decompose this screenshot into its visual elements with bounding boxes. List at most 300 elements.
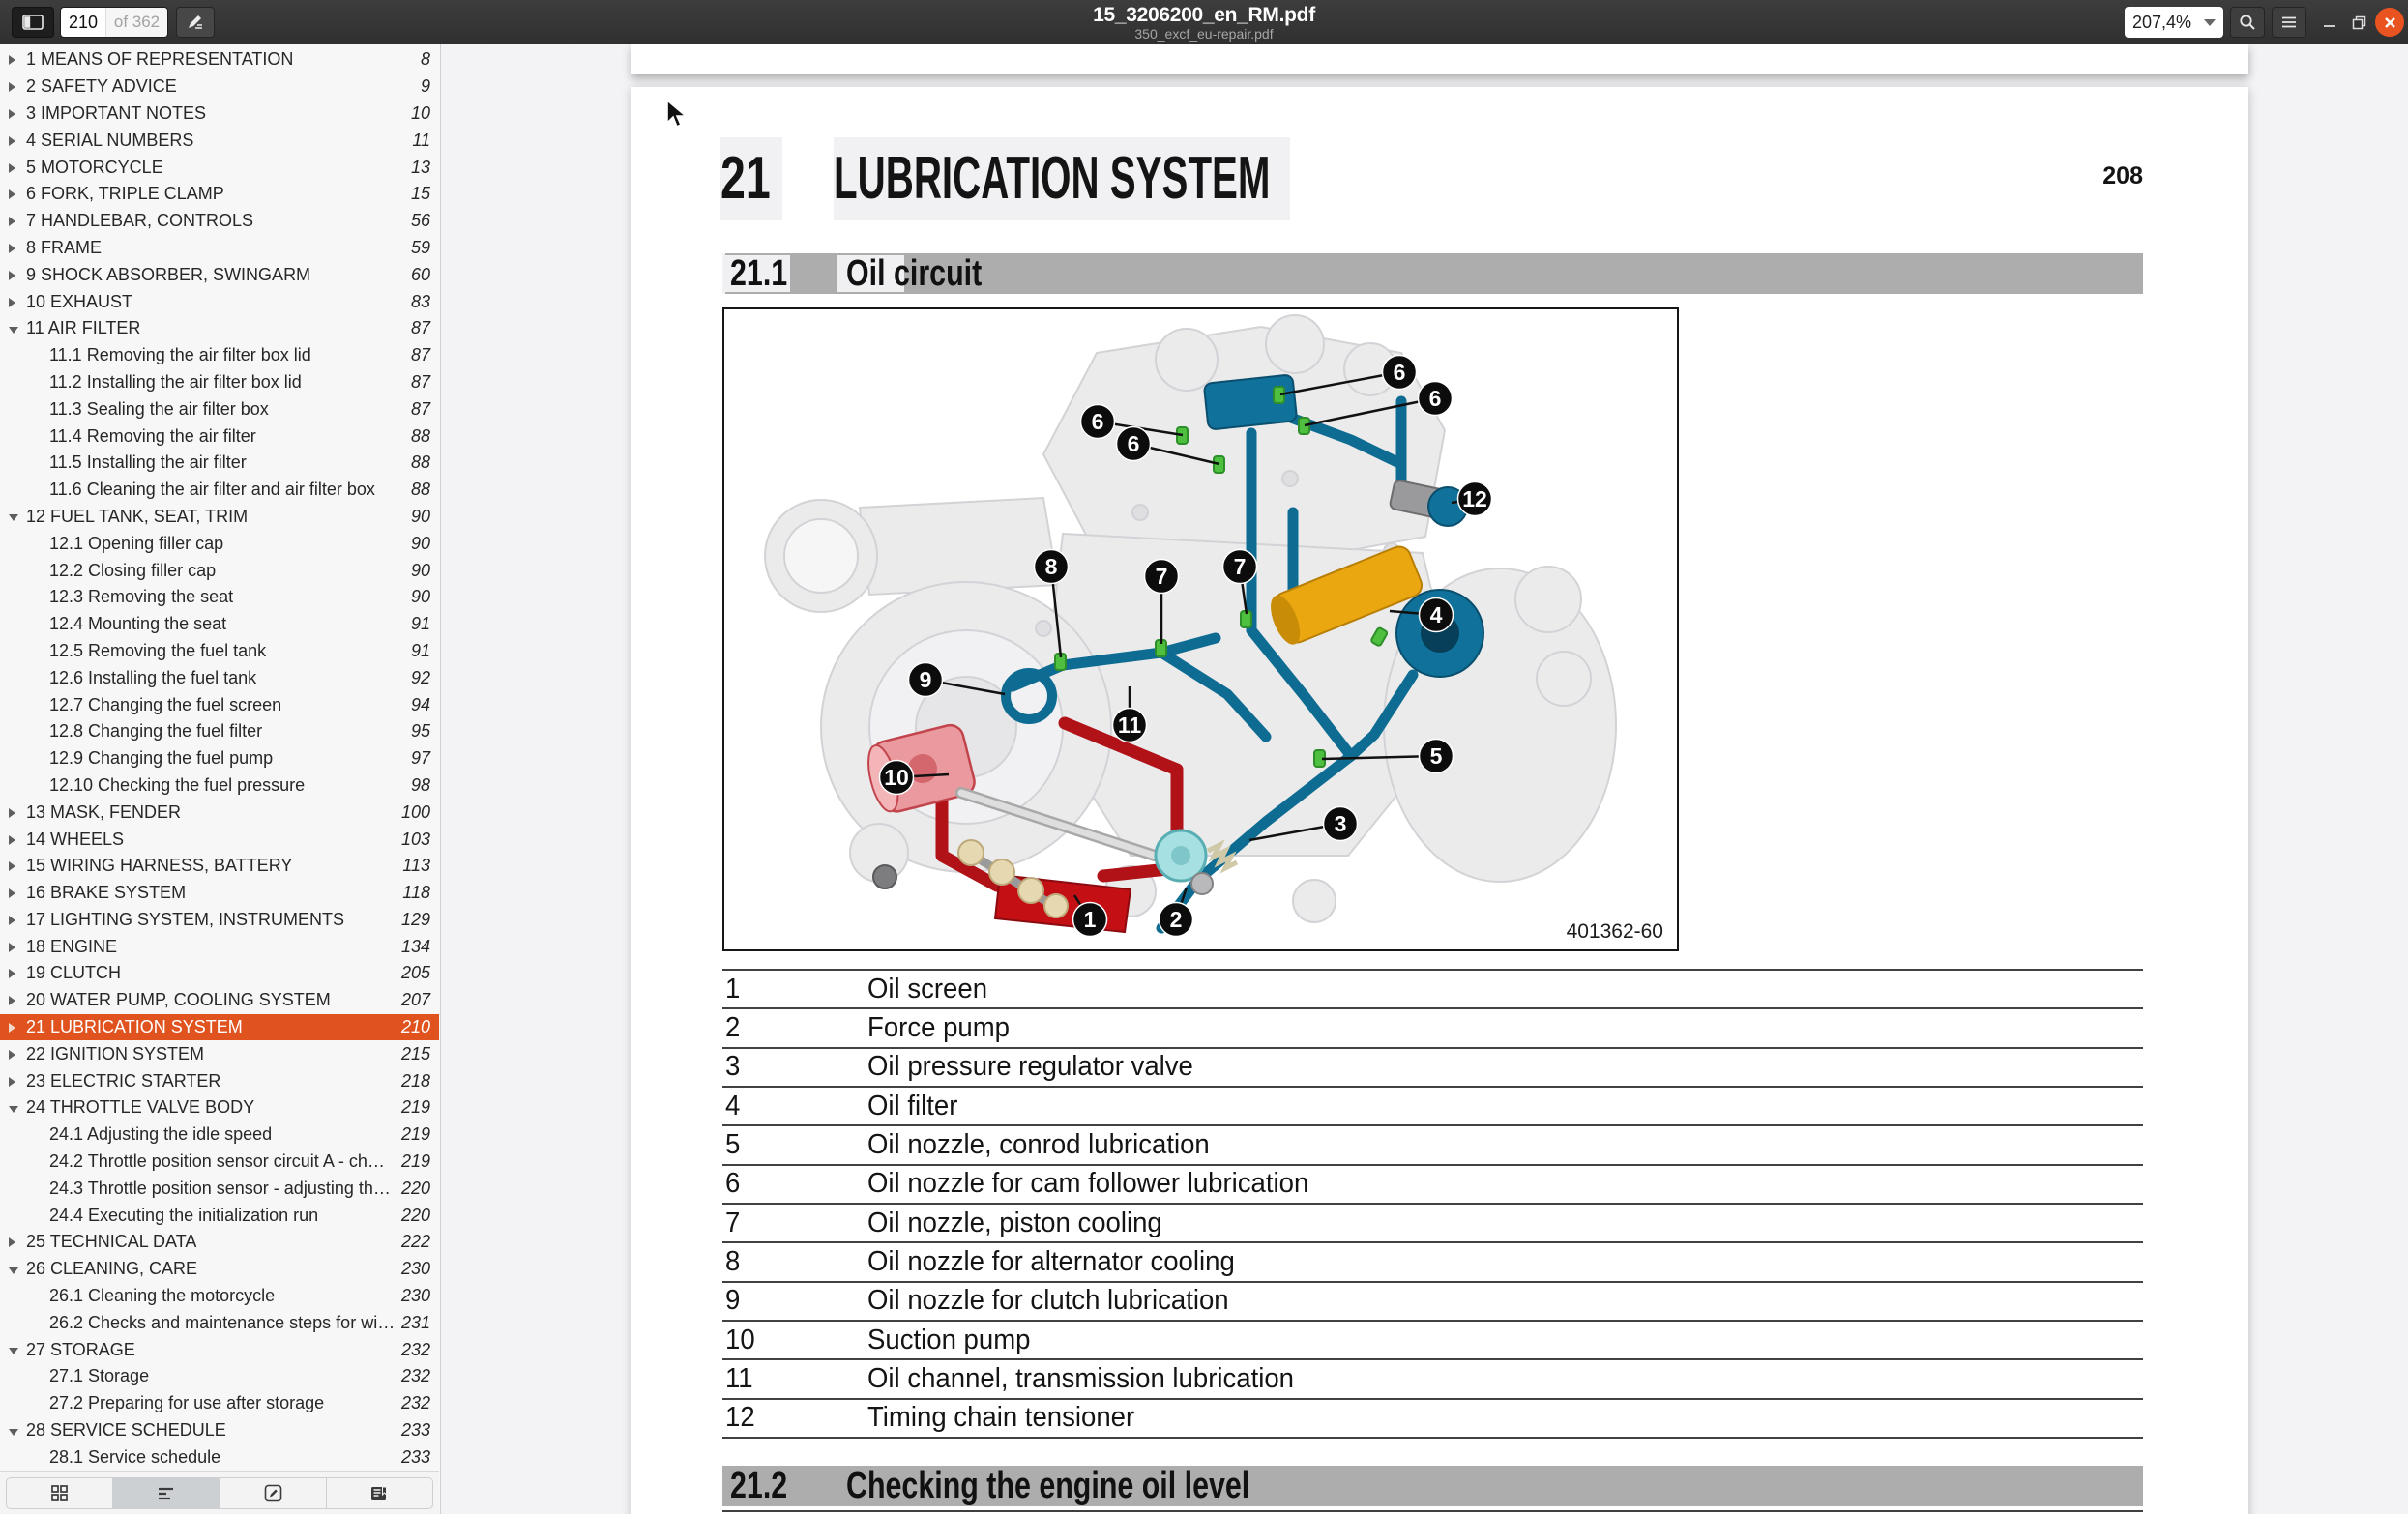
toc-item-page: 230 xyxy=(400,1286,430,1306)
toc-item-page: 222 xyxy=(400,1232,430,1252)
previous-page-bottom xyxy=(631,44,2248,74)
part-description: Oil filter xyxy=(867,1090,958,1121)
restore-window-icon xyxy=(2352,15,2366,30)
arrow-spacer xyxy=(9,645,20,656)
toc-item-page: 87 xyxy=(410,371,430,392)
expand-arrow-icon[interactable] xyxy=(9,217,15,226)
toc-item[interactable] xyxy=(0,1363,439,1390)
toc-item-label: 6 FORK, TRIPLE CLAMP xyxy=(26,184,224,204)
toc-item-label: 26 CLEANING, CARE xyxy=(26,1259,198,1279)
toc-item[interactable] xyxy=(0,584,439,611)
collapse-arrow-icon[interactable] xyxy=(9,1429,18,1436)
section-heading-bar xyxy=(722,1466,2143,1506)
toc-item[interactable] xyxy=(0,799,439,826)
close-icon xyxy=(2384,16,2396,29)
toc-item-page: 90 xyxy=(410,506,430,526)
callout-number: 2 xyxy=(1169,907,1183,932)
toc-item[interactable] xyxy=(0,127,439,154)
minimize-button[interactable] xyxy=(2315,7,2344,38)
toc-item-page: 233 xyxy=(400,1420,430,1441)
toc-item[interactable] xyxy=(0,745,439,772)
search-highlight xyxy=(834,137,1290,220)
toc-item[interactable] xyxy=(0,342,439,369)
arrow-spacer xyxy=(9,672,20,684)
toc-item[interactable] xyxy=(0,101,439,128)
toc-item[interactable] xyxy=(0,664,439,691)
section-title: Checking the engine oil level xyxy=(846,1465,1250,1506)
part-number: 7 xyxy=(725,1207,741,1238)
callout-number: 11 xyxy=(1117,713,1142,738)
table-row xyxy=(722,1086,2143,1124)
part-description: Oil nozzle, conrod lubrication xyxy=(867,1128,1210,1160)
table-row xyxy=(722,1398,2143,1437)
toc-item-page: 15 xyxy=(410,184,430,204)
toc-item-label: 24.3 Throttle position sensor - adjusting th… xyxy=(49,1178,391,1198)
toc-item-page: 219 xyxy=(400,1151,430,1172)
expand-arrow-icon[interactable] xyxy=(9,861,15,871)
toc-item-label: 11 AIR FILTER xyxy=(26,318,141,338)
toc-item[interactable] xyxy=(0,208,439,235)
toc-item[interactable] xyxy=(0,1040,439,1067)
toc-item[interactable] xyxy=(0,1417,439,1444)
toc-item-page: 207 xyxy=(400,990,430,1010)
callout-number: 7 xyxy=(1233,554,1247,579)
oil-circuit-figure xyxy=(722,307,1679,951)
search-icon xyxy=(2239,14,2256,31)
toc-item[interactable] xyxy=(0,691,439,718)
part-description: Oil nozzle for alternator cooling xyxy=(867,1245,1235,1277)
toc-item-label: 27 STORAGE xyxy=(26,1339,135,1359)
part-number: 2 xyxy=(725,1011,741,1043)
part-number: 1 xyxy=(725,973,741,1004)
toc-item-page: 59 xyxy=(410,237,430,257)
toc-item[interactable] xyxy=(0,1175,439,1202)
toc-item-label: 12.3 Removing the seat xyxy=(49,587,234,607)
toc-item[interactable] xyxy=(0,46,439,73)
toc-item-page: 88 xyxy=(410,452,430,473)
window-subtitle: 350_excf_eu-repair.pdf xyxy=(1134,26,1274,42)
toc-item[interactable] xyxy=(0,477,439,504)
toc-item-label: 27.2 Preparing for use after storage xyxy=(49,1393,325,1413)
part-number: 11 xyxy=(725,1362,753,1394)
table-row xyxy=(722,1358,2143,1397)
book-bookmark-icon xyxy=(369,1485,389,1502)
toc-item-label: 16 BRAKE SYSTEM xyxy=(26,883,187,903)
toc-item-label: 27.1 Storage xyxy=(49,1366,150,1386)
next-row-rule xyxy=(722,1510,2143,1512)
toc-item-label: 12.9 Changing the fuel pump xyxy=(49,748,274,769)
toc-item-label: 3 IMPORTANT NOTES xyxy=(26,102,207,123)
parts-legend-table xyxy=(722,969,2143,1439)
toc-item[interactable] xyxy=(0,395,439,422)
toc-item-page: 97 xyxy=(410,748,430,769)
toc-item-page: 205 xyxy=(400,963,430,983)
toc-item[interactable] xyxy=(0,1229,439,1256)
callout-number: 7 xyxy=(1155,564,1168,589)
sidebar-tab-thumbnails[interactable] xyxy=(6,1477,113,1509)
window-title: 15_3206200_en_RM.pdf xyxy=(1093,4,1315,26)
toc-item[interactable] xyxy=(0,288,439,315)
toc-item-page: 88 xyxy=(410,480,430,500)
callout-number: 5 xyxy=(1429,743,1443,769)
expand-arrow-icon[interactable] xyxy=(9,82,15,92)
mouse-cursor xyxy=(665,100,689,129)
part-description: Oil channel, transmission lubrication xyxy=(867,1362,1295,1394)
toc-item[interactable] xyxy=(0,1256,439,1283)
chapter-title: LUBRICATION SYSTEM xyxy=(834,145,1271,212)
toc-item[interactable] xyxy=(0,450,439,477)
table-row xyxy=(722,1007,2143,1046)
expand-arrow-icon[interactable] xyxy=(9,916,15,925)
toc-item[interactable] xyxy=(0,315,439,342)
arrow-spacer xyxy=(9,779,20,791)
part-number: 10 xyxy=(725,1324,755,1355)
chapter-number: 21 xyxy=(720,145,771,212)
toc-item-label: 11.3 Sealing the air filter box xyxy=(49,398,269,419)
toc-item[interactable] xyxy=(0,880,439,907)
collapse-arrow-icon[interactable] xyxy=(9,1267,18,1274)
part-description: Suction pump xyxy=(867,1324,1031,1355)
arrow-spacer xyxy=(9,1209,20,1221)
toc-item[interactable] xyxy=(0,933,439,960)
toc-item-label: 24.2 Throttle position sensor circuit A - ch… xyxy=(49,1151,385,1172)
arrow-spacer xyxy=(9,1156,20,1168)
toc-item-page: 94 xyxy=(410,694,430,714)
arrow-spacer xyxy=(9,538,20,549)
collapse-arrow-icon[interactable] xyxy=(9,327,18,334)
section-number: 21.2 xyxy=(730,1465,788,1506)
toc-item-page: 100 xyxy=(400,801,430,822)
part-number: 6 xyxy=(725,1168,741,1200)
toc-item[interactable] xyxy=(0,181,439,208)
toc-item-page: 219 xyxy=(400,1124,430,1145)
toc-item[interactable] xyxy=(0,154,439,181)
arrow-spacer xyxy=(9,376,20,388)
table-row xyxy=(722,1320,2143,1358)
toc-item[interactable] xyxy=(0,530,439,557)
toc-item-page: 103 xyxy=(400,829,430,849)
toc-item-label: 12.5 Removing the fuel tank xyxy=(49,640,267,660)
expand-arrow-icon[interactable] xyxy=(9,808,15,818)
toc-item-page: 92 xyxy=(410,667,430,687)
expand-arrow-icon[interactable] xyxy=(9,1077,15,1087)
toc-item-label: 12 FUEL TANK, SEAT, TRIM xyxy=(26,506,249,526)
toc-item-page: 230 xyxy=(400,1259,430,1279)
toc-item-page: 113 xyxy=(402,856,430,876)
toc-item-page: 118 xyxy=(402,883,430,903)
toc-item-page: 219 xyxy=(400,1097,430,1118)
toc-item-label: 24 THROTTLE VALVE BODY xyxy=(26,1097,255,1118)
toc-item-page: 220 xyxy=(400,1205,430,1225)
toc-item-page: 220 xyxy=(400,1178,430,1198)
toc-item[interactable] xyxy=(0,261,439,288)
callout-number: 3 xyxy=(1334,811,1347,836)
page-total-label: of 362 xyxy=(105,8,167,37)
toc-item-label: 11.5 Installing the air filter xyxy=(49,452,247,473)
toc-item-page: 13 xyxy=(410,157,430,177)
expand-arrow-icon[interactable] xyxy=(9,244,15,253)
toc-item[interactable] xyxy=(0,1336,439,1363)
part-description: Oil nozzle for cam follower lubrication xyxy=(867,1168,1309,1200)
toc-item-page: 83 xyxy=(410,291,430,311)
table-row xyxy=(722,1164,2143,1203)
toc-item-page: 218 xyxy=(400,1070,430,1091)
toc-item-label: 24.1 Adjusting the idle speed xyxy=(49,1124,273,1145)
expand-arrow-icon[interactable] xyxy=(9,271,15,280)
toc-item-page: 56 xyxy=(410,211,430,231)
toc-item[interactable] xyxy=(0,907,439,934)
part-description: Timing chain tensioner xyxy=(867,1402,1135,1434)
toc-item-page: 11 xyxy=(412,130,430,150)
arrow-spacer xyxy=(9,1371,20,1383)
toc-item[interactable] xyxy=(0,1309,439,1336)
toc-item[interactable] xyxy=(0,638,439,665)
expand-arrow-icon[interactable] xyxy=(9,189,15,199)
toc-item-page: 90 xyxy=(410,587,430,607)
toc-item-label: 2 SAFETY ADVICE xyxy=(26,76,177,97)
part-number: 5 xyxy=(725,1128,741,1160)
toc-item-label: 11.6 Cleaning the air filter and air filter box xyxy=(49,480,375,500)
sidebar-view-switcher xyxy=(0,1471,439,1514)
expand-arrow-icon[interactable] xyxy=(9,1050,15,1060)
toc-item-label: 1 MEANS OF REPRESENTATION xyxy=(26,49,294,70)
toc-item-label: 17 LIGHTING SYSTEM, INSTRUMENTS xyxy=(26,909,345,929)
current-page-input[interactable]: 210 xyxy=(61,8,105,37)
zoom-level-dropdown[interactable] xyxy=(2125,7,2223,38)
expand-arrow-icon[interactable] xyxy=(9,109,15,119)
toc-item-page: 90 xyxy=(410,560,430,580)
sidebar-tab-bookmarks[interactable] xyxy=(327,1477,433,1509)
arrow-spacer xyxy=(9,726,20,738)
toc-item[interactable] xyxy=(0,1390,439,1417)
part-description: Oil nozzle, piston cooling xyxy=(867,1207,1162,1238)
expand-arrow-icon[interactable] xyxy=(9,996,15,1005)
arrow-spacer xyxy=(9,430,20,442)
toc-item-page: 129 xyxy=(400,909,430,929)
toc-item[interactable] xyxy=(0,235,439,262)
toc-item-label: 12.10 Checking the fuel pressure xyxy=(49,774,306,795)
expand-arrow-icon[interactable] xyxy=(9,835,15,845)
toc-item[interactable] xyxy=(0,1067,439,1094)
toc-item[interactable] xyxy=(0,1202,439,1229)
toc-item-label: 5 MOTORCYCLE xyxy=(26,157,163,177)
table-row xyxy=(722,1203,2143,1241)
zoom-level-value: 207,4% xyxy=(2132,12,2192,32)
expand-arrow-icon[interactable] xyxy=(9,55,15,65)
table-row xyxy=(722,1124,2143,1163)
toc-item-label: 22 IGNITION SYSTEM xyxy=(26,1043,205,1063)
toc-item[interactable] xyxy=(0,422,439,450)
callout-number: 8 xyxy=(1044,554,1058,579)
expand-arrow-icon[interactable] xyxy=(9,1023,15,1033)
toc-item-label: 11.1 Removing the air filter box lid xyxy=(49,345,311,365)
table-row xyxy=(722,969,2143,1007)
toc-item-label: 24.4 Executing the initialization run xyxy=(49,1205,319,1225)
arrow-spacer xyxy=(9,565,20,576)
part-number: 3 xyxy=(725,1051,741,1083)
part-description: Oil pressure regulator valve xyxy=(867,1051,1193,1083)
part-number: 4 xyxy=(725,1090,741,1121)
toc-item[interactable] xyxy=(0,611,439,638)
callout-number: 12 xyxy=(1462,486,1487,511)
callout-number: 6 xyxy=(1428,386,1442,411)
toc-item[interactable] xyxy=(0,853,439,880)
toc-item-label: 7 HANDLEBAR, CONTROLS xyxy=(26,211,254,231)
toc-item-page: 8 xyxy=(420,49,430,70)
part-number: 12 xyxy=(725,1402,755,1434)
callout-number: 6 xyxy=(1127,431,1140,456)
arrow-spacer xyxy=(9,1129,20,1141)
toc-item-page: 10 xyxy=(410,102,430,123)
part-description: Oil screen xyxy=(867,973,988,1004)
table-row xyxy=(722,1281,2143,1320)
toc-item[interactable] xyxy=(0,718,439,745)
arrow-spacer xyxy=(9,1398,20,1410)
document-page-number: 208 xyxy=(2102,162,2143,189)
expand-arrow-icon[interactable] xyxy=(9,298,15,307)
toc-item-label: 28.1 Service schedule xyxy=(49,1446,221,1467)
sidebar-tab-annotations[interactable] xyxy=(220,1477,327,1509)
arrow-spacer xyxy=(9,1182,20,1194)
arrow-spacer xyxy=(9,592,20,603)
expand-arrow-icon[interactable] xyxy=(9,1237,15,1247)
close-button[interactable] xyxy=(2375,8,2404,37)
table-of-contents xyxy=(0,46,439,1471)
toc-item-page: 88 xyxy=(410,425,430,446)
toc-item[interactable] xyxy=(0,1149,439,1176)
toc-item[interactable] xyxy=(0,826,439,853)
toc-item-label: 13 MASK, FENDER xyxy=(26,801,182,822)
part-number: 9 xyxy=(725,1285,741,1317)
header-bar xyxy=(0,0,2408,44)
search-highlight xyxy=(720,137,782,220)
toc-item-label: 15 WIRING HARNESS, BATTERY xyxy=(26,856,293,876)
minimize-icon xyxy=(2323,15,2336,29)
toc-item-page: 232 xyxy=(400,1366,430,1386)
restore-button[interactable] xyxy=(2344,7,2373,38)
toc-item-page: 91 xyxy=(410,614,430,634)
arrow-spacer xyxy=(9,699,20,711)
toc-item[interactable] xyxy=(0,1094,439,1121)
toc-item-page: 60 xyxy=(410,264,430,284)
toc-item[interactable] xyxy=(0,987,439,1014)
toc-item-label: 11.4 Removing the air filter xyxy=(49,425,256,446)
toc-item[interactable] xyxy=(0,960,439,987)
toc-item-page: 232 xyxy=(400,1339,430,1359)
toc-item-page: 87 xyxy=(410,398,430,419)
arrow-spacer xyxy=(9,619,20,630)
toc-item-label: 28 SERVICE SCHEDULE xyxy=(26,1420,226,1441)
pdf-page xyxy=(631,87,2248,1514)
engine-diagram xyxy=(724,309,1677,949)
document-view[interactable] xyxy=(442,44,2408,1514)
toc-item[interactable] xyxy=(0,504,439,531)
section-heading-bar xyxy=(722,253,2143,294)
arrow-spacer xyxy=(9,350,20,362)
arrow-spacer xyxy=(9,1317,20,1328)
toc-item[interactable] xyxy=(0,557,439,584)
toc-item-label: 12.7 Changing the fuel screen xyxy=(49,694,282,714)
part-description: Force pump xyxy=(867,1011,1010,1043)
toc-item-label: 12.2 Closing filler cap xyxy=(49,560,217,580)
toc-item[interactable] xyxy=(0,1014,439,1041)
toc-item[interactable] xyxy=(0,369,439,396)
arrow-spacer xyxy=(9,1451,20,1463)
toc-item-label: 12.4 Mounting the seat xyxy=(49,614,227,634)
expand-arrow-icon[interactable] xyxy=(9,163,15,173)
toc-item-label: 9 SHOCK ABSORBER, SWINGARM xyxy=(26,264,311,284)
collapse-arrow-icon[interactable] xyxy=(9,514,18,521)
expand-arrow-icon[interactable] xyxy=(9,888,15,898)
callout-number: 10 xyxy=(884,765,909,790)
toc-item-label: 25 TECHNICAL DATA xyxy=(26,1232,197,1252)
toc-item[interactable] xyxy=(0,73,439,101)
toc-item-page: 233 xyxy=(400,1446,430,1467)
sidebar-tab-outline[interactable] xyxy=(113,1477,220,1509)
callout-number: 6 xyxy=(1393,360,1406,385)
arrow-spacer xyxy=(9,753,20,765)
toc-item-label: 18 ENGINE xyxy=(26,936,118,956)
toc-item[interactable] xyxy=(0,1443,439,1470)
toc-item-label: 10 EXHAUST xyxy=(26,291,133,311)
toc-item-page: 210 xyxy=(400,1017,430,1037)
toc-item-label: 14 WHEELS xyxy=(26,829,125,849)
toc-item-label: 12.1 Opening filler cap xyxy=(49,533,224,553)
pen-square-icon xyxy=(264,1484,282,1502)
outline-icon xyxy=(157,1486,176,1501)
search-button[interactable] xyxy=(2230,7,2265,38)
sidebar xyxy=(0,44,441,1514)
toc-item-page: 91 xyxy=(410,640,430,660)
toc-item-label: 23 ELECTRIC STARTER xyxy=(26,1070,221,1091)
toc-item-label: 19 CLUTCH xyxy=(26,963,122,983)
arrow-spacer xyxy=(9,403,20,415)
toc-item-label: 26.1 Cleaning the motorcycle xyxy=(49,1286,276,1306)
part-description: Oil nozzle for clutch lubrication xyxy=(867,1285,1229,1317)
toc-item-page: 87 xyxy=(410,345,430,365)
callout-number: 9 xyxy=(919,667,932,692)
collapse-arrow-icon[interactable] xyxy=(9,1348,18,1354)
toc-item-page: 231 xyxy=(400,1312,430,1332)
callout-number: 6 xyxy=(1091,409,1104,434)
section-number: 21.1 xyxy=(730,252,788,294)
menu-button[interactable] xyxy=(2272,7,2306,38)
section-title: Oil circuit xyxy=(846,252,983,294)
toc-item-page: 87 xyxy=(410,318,430,338)
toc-item-label: 12.6 Installing the fuel tank xyxy=(49,667,257,687)
toc-item-page: 95 xyxy=(410,721,430,742)
expand-arrow-icon[interactable] xyxy=(9,136,15,146)
toc-item-page: 90 xyxy=(410,533,430,553)
toc-item-page: 98 xyxy=(410,774,430,795)
expand-arrow-icon[interactable] xyxy=(9,969,15,978)
toc-item[interactable] xyxy=(0,1121,439,1149)
toc-item-label: 12.8 Changing the fuel filter xyxy=(49,721,263,742)
figure-reference: 401362-60 xyxy=(1566,920,1663,943)
table-row xyxy=(722,1241,2143,1280)
toc-item[interactable] xyxy=(0,1283,439,1310)
toc-item-label: 21 LUBRICATION SYSTEM xyxy=(26,1017,243,1037)
part-number: 8 xyxy=(725,1245,741,1277)
toc-item-label: 4 SERIAL NUMBERS xyxy=(26,130,194,150)
expand-arrow-icon[interactable] xyxy=(9,943,15,952)
collapse-arrow-icon[interactable] xyxy=(9,1106,18,1113)
arrow-spacer xyxy=(9,1291,20,1302)
arrow-spacer xyxy=(9,484,20,496)
chevron-down-icon xyxy=(2204,19,2216,26)
toc-item[interactable] xyxy=(0,772,439,800)
toc-item-page: 134 xyxy=(400,936,430,956)
